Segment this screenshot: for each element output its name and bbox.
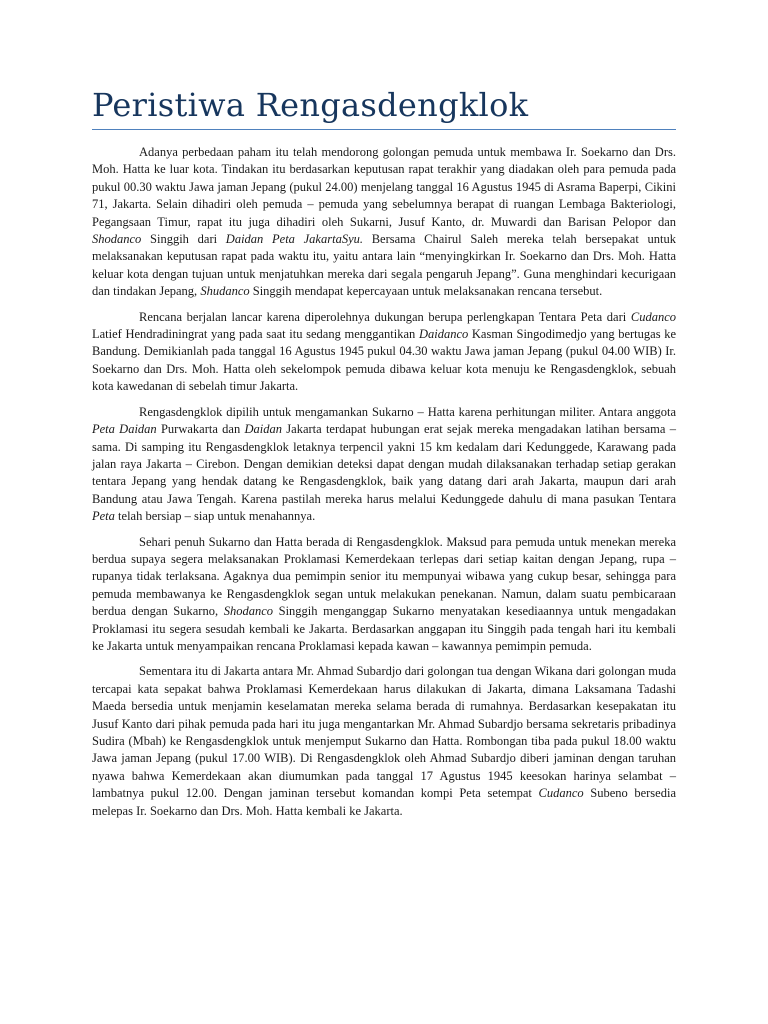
italic-term: Peta Daidan	[92, 422, 157, 437]
text-run: Subeno bersedia melepas Ir. Soekarno dan Drs. Moh. Hatta kembali ke Jakarta.	[92, 786, 676, 818]
text-run: Sehari penuh Sukarno dan Hatta berada di Rengasdengklok. Maksud para pemuda untuk menekan mereka berdua supaya segera melaksanakan Proklamasi Kemerdekaan terlepas dari setiap kaitan dengan Jepang, rupa – rupanya tidak terlaksana. Agaknya dua pemimpin senior itu mempunyai wibawa yang cukup besar, sehingga para pemuda membawanya ke Rengasdengklok segan untuk melakukan penekanan. Namun, dalam suatu pembicaraan berdua dengan Sukarno,	[92, 534, 676, 619]
italic-term: Daidan	[244, 422, 282, 437]
italic-term: Shodanco	[92, 232, 142, 247]
italic-term: Peta	[92, 509, 115, 524]
italic-term: Cudanco	[538, 786, 584, 801]
body-paragraph	[92, 663, 676, 820]
text-run: Purwakarta dan	[156, 422, 245, 437]
text-run: Jakarta terdapat hubungan erat sejak mereka mengadakan latihan bersama – sama. Di samping itu Rengasdengklok letaknya terpencil yakni 15 km kedalam dari Kedunggede, Karawang pada jalan raya Jakarta – Cirebon. Dengan demikian deteksi dapat dengan mudah dilaksanakan terhadap setiap gerakan tentara Jepang yang hendak datang ke Rengasdengklok, baik yang datang dari arah Jakarta, maupun dari arah Bandung atau Jawa Tengah. Karena pastilah mereka harus melalui Kedunggede dahulu di mana pasukan Tentara	[92, 422, 676, 506]
text-run: Bersama Chairul Saleh mereka telah bersepakat untuk melaksanakan keputusan rapat pada waktu itu, yaitu antara lain “menyingkirkan Ir. Soekarno dan Drs. Moh. Hatta keluar kota dengan tujuan untuk menjatuhkan mereka dari segala pengaruh Jepang”. Guna menghindari kecurigaan dan tindakan Jepang,	[92, 232, 676, 299]
text-run: Singgih menganggap Sukarno menyatakan kesediaannya untuk mengadakan Proklamasi itu segera sesudah kembali ke Jakarta. Berdasarkan anggapan itu Singgih pada tengah hari itu kembali ke Jakarta untuk menyampaikan rencana Proklamasi kepada kawan – kawannya pemimpin pemuda.	[92, 604, 676, 653]
text-run: Kasman Singodimedjo yang bertugas ke Bandung. Demikianlah pada tanggal 16 Agustus 1945 pukul 04.30 waktu Jawa jaman Jepang (pukul 04.00 WIB) Ir. Soekarno dan Drs. Moh. Hatta oleh sekelompok pemuda dibawa keluar kota menuju ke Rengasdengklok, sebuah kota kawedanan di sebelah timur Jakarta.	[92, 327, 676, 394]
document-title: Peristiwa Rengasdengklok	[92, 86, 529, 124]
text-run: telah bersiap – siap untuk menahannya.	[114, 509, 316, 524]
italic-term: Daidan Peta JakartaSyu.	[225, 232, 363, 247]
italic-term: Daidanco	[418, 327, 469, 342]
text-run: Rengasdengklok dipilih untuk mengamankan Sukarno – Hatta karena perhitungan militer. Antara anggota	[139, 404, 676, 419]
body-paragraph	[92, 309, 676, 396]
text-run: Latief Hendradiningrat yang pada saat itu sedang menggantikan	[92, 327, 419, 342]
text-run: Adanya perbedaan paham itu telah mendorong golongan pemuda untuk membawa Ir. Soekarno dan Drs. Moh. Hatta ke luar kota. Tindakan itu berdasarkan keputusan rapat terakhir yang diadakan oleh para pemuda pada pukul 00.30 waktu Jawa jaman Jepang (pukul 24.00) menjelang tanggal 16 Agustus 1945 di Asrama Baperpi, Cikini 71, Jakarta. Selain dihadiri oleh pemuda – pemuda yang sebelumnya berapat di ruangan Lembaga Bakteriologi, Pegangsaan Timur, rapat itu juga dihadiri oleh Sukarni, Jusuf Kanto, dr. Muwardi dan Barisan Pelopor dan	[92, 145, 676, 229]
title-underline	[92, 129, 676, 130]
text-run: Singgih dari	[141, 232, 226, 247]
document-body	[92, 144, 676, 828]
body-paragraph	[92, 144, 676, 301]
italic-term: Shudanco	[200, 284, 250, 299]
text-run: Sementara itu di Jakarta antara Mr. Ahmad Subardjo dari golongan tua dengan Wikana dari golongan muda tercapai kata sepakat bahwa Proklamasi Kemerdekaan harus dilakukan di Jakarta, dimana Laksamana Tadashi Maeda bersedia untuk menjamin keselamatan mereka selama berada di rumahnya. Berdasarkan kesepakatan itu Jusuf Kanto dari pihak pemuda pada hari itu juga mengantarkan Mr. Ahmad Subardjo bersama sekretaris pribadinya Sudira (Mbah) ke Rengasdengklok untuk menjemput Sukarno dan Hatta. Rombongan tiba pada pukul 18.00 waktu Jawa jaman Jepang (pukul 17.00 WIB). Di Rengasdengklok oleh Ahmad Subardjo diberi jaminan dengan taruhan nyawa bahwa Kemerdekaan akan diumumkan pada tanggal 17 Agustus 1945 keesokan harinya selambat – lambatnya pukul 12.00. Dengan jaminan tersebut komandan kompi Peta setempat	[92, 664, 676, 801]
italic-term: Cudanco	[630, 309, 676, 324]
body-paragraph	[92, 404, 676, 526]
italic-term: Shodanco	[223, 604, 274, 619]
text-run: Singgih mendapat kepercayaan untuk melaksanakan rencana tersebut.	[249, 284, 603, 299]
body-paragraph	[92, 534, 676, 656]
text-run: Rencana berjalan lancar karena diperolehnya dukungan berupa perlengkapan Tentara Peta dari	[139, 309, 631, 324]
